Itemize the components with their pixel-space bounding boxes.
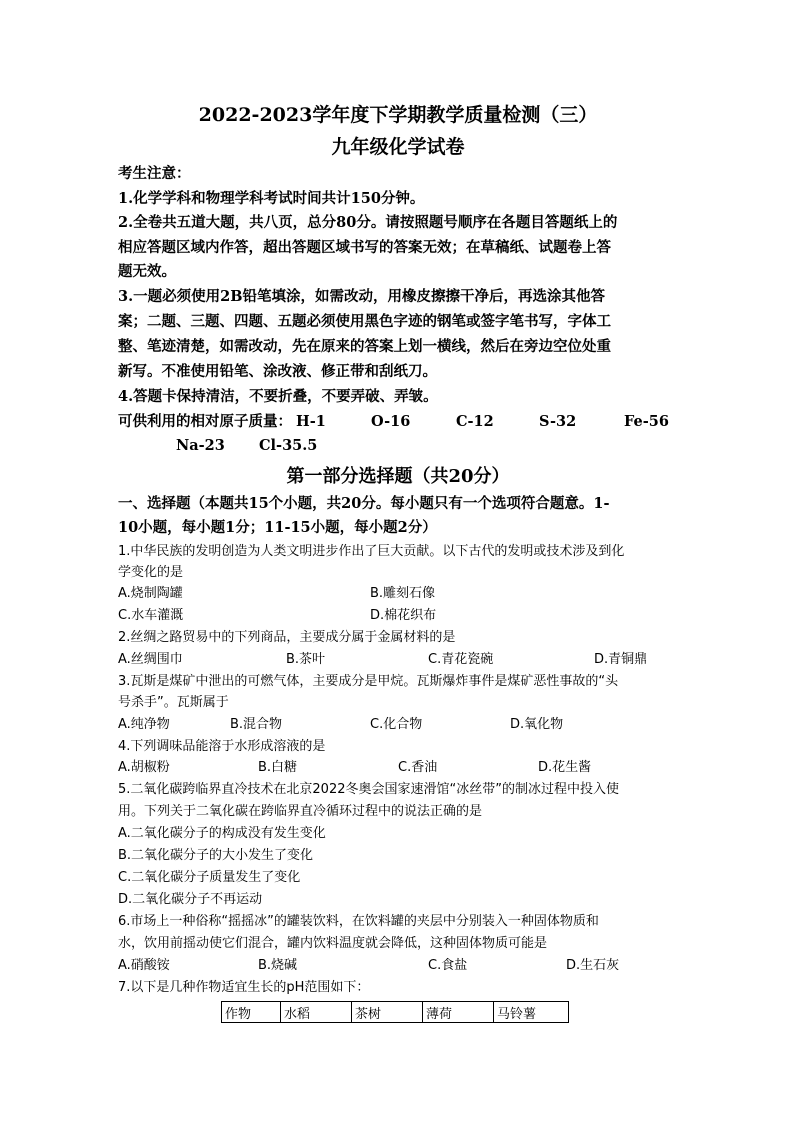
- notice-item-4: 4.答题卡保持清洁，不要折叠，不要弄破、弄皱。: [118, 388, 438, 405]
- q2-option-d: D.青铜鼎: [594, 652, 648, 667]
- ph-range-table: [221, 1001, 569, 1023]
- q5-option-d: D.二氧化碳分子不再运动: [118, 892, 263, 907]
- question-3: 3.瓦斯是煤矿中泄出的可燃气体，主要成分是甲烷。瓦斯爆炸事件是煤矿恶性事故的“头: [118, 674, 619, 689]
- atomic-mass-h: H-1: [296, 413, 326, 430]
- q2-option-b: B.茶叶: [286, 652, 326, 667]
- q1-option-a: A.烧制陶罐: [118, 586, 183, 601]
- question-1-line-2: 学变化的是: [118, 565, 184, 580]
- q4-option-b: B.白糖: [258, 760, 298, 775]
- q2-option-c: C.青花瓷碗: [428, 652, 494, 667]
- q5-option-b: B.二氧化碳分子的大小发生了变化: [118, 848, 314, 863]
- question-7: 7.以下是几种作物适宜生长的pH范围如下：: [118, 980, 370, 995]
- q1-option-c: C.水车灌溉: [118, 608, 184, 623]
- table-cell: 马铃薯: [494, 1002, 569, 1023]
- q4-option-d: D.花生酱: [538, 760, 592, 775]
- atomic-mass-label: 可供利用的相对原子质量：: [118, 413, 292, 430]
- question-2: 2.丝绸之路贸易中的下列商品，主要成分属于金属材料的是: [118, 630, 456, 645]
- atomic-mass-cl: Cl-35.5: [259, 437, 318, 454]
- q6-option-b: B.烧碱: [258, 958, 298, 973]
- table-cell: 水稻: [281, 1002, 352, 1023]
- q5-option-c: C.二氧化碳分子质量发生了变化: [118, 870, 301, 885]
- atomic-mass-s: S-32: [539, 413, 577, 430]
- notice-item-2-line-2: 相应答题区域内作答，超出答题区域书写的答案无效；在草稿纸、试题卷上答: [118, 239, 611, 256]
- atomic-mass-o: O-16: [371, 413, 411, 430]
- table-row: [222, 1002, 569, 1023]
- table-cell: 薄荷: [423, 1002, 494, 1023]
- section-1-intro-line-2: 10小题，每小题1分；11-15小题，每小题2分）: [118, 519, 437, 536]
- q1-option-b: B.雕刻石像: [370, 586, 436, 601]
- question-3-line-2: 号杀手”。瓦斯属于: [118, 695, 229, 710]
- notice-item-2-line-3: 题无效。: [118, 263, 176, 280]
- notice-item-3: 3.一题必须使用2B铅笔填涂，如需改动，用橡皮擦擦干净后，再选涂其他答: [118, 288, 605, 305]
- q5-option-a: A.二氧化碳分子的构成没有发生变化: [118, 826, 326, 841]
- q3-option-a: A.纯净物: [118, 717, 170, 732]
- q6-option-c: C.食盐: [428, 958, 468, 973]
- q4-option-c: C.香油: [398, 760, 438, 775]
- atomic-mass-fe: Fe-56: [624, 413, 669, 430]
- notice-heading: 考生注意：: [118, 165, 191, 182]
- notice-item-2: 2.全卷共五道大题，共八页，总分80分。请按照题号顺序在各题目答题纸上的: [118, 214, 618, 231]
- table-cell: 茶树: [352, 1002, 423, 1023]
- notice-item-3-line-2: 案；二题、三题、四题、五题必须使用黑色字迹的钢笔或签字笔书写，字体工: [118, 313, 611, 330]
- exam-title: 2022-2023学年度下学期教学质量检测（三）: [198, 104, 598, 126]
- section-1-title: 第一部分选择题（共20分）: [286, 466, 510, 487]
- question-1: 1.中华民族的发明创造为人类文明进步作出了巨大贡献。以下古代的发明或技术涉及到化: [118, 544, 625, 559]
- q3-option-c: C.化合物: [370, 717, 423, 732]
- q2-option-a: A.丝绸围巾: [118, 652, 183, 667]
- table-cell: 作物: [222, 1002, 281, 1023]
- question-6: 6.市场上一种俗称“摇摇冰”的罐装饮料，在饮料罐的夹层中分别装入一种固体物质和: [118, 914, 599, 929]
- section-1-intro: 一、选择题（本题共15个小题，共20分。每小题只有一个选项符合题意。1-: [118, 495, 610, 512]
- question-5-line-2: 用。下列关于二氧化碳在跨临界直冷循环过程中的说法正确的是: [118, 804, 483, 819]
- atomic-mass-na: Na-23: [176, 437, 225, 454]
- q6-option-a: A.硝酸铵: [118, 958, 170, 973]
- question-6-line-2: 水，饮用前摇动使它们混合，罐内饮料温度就会降低，这种固体物质可能是: [118, 936, 548, 951]
- q3-option-d: D.氧化物: [510, 717, 564, 732]
- notice-item-1: 1.化学学科和物理学科考试时间共计150分钟。: [118, 190, 425, 207]
- notice-item-3-line-3: 整、笔迹清楚，如需改动，先在原来的答案上划一横线，然后在旁边空位处重: [118, 338, 611, 355]
- atomic-mass-c: C-12: [456, 413, 494, 430]
- exam-subtitle: 九年级化学试卷: [331, 136, 465, 158]
- question-5: 5.二氧化碳跨临界直冷技术在北京2022冬奥会国家速滑馆“冰丝带”的制冰过程中投入使: [118, 782, 619, 797]
- q6-option-d: D.生石灰: [566, 958, 620, 973]
- q3-option-b: B.混合物: [230, 717, 283, 732]
- q1-option-d: D.棉花织布: [370, 608, 437, 623]
- q4-option-a: A.胡椒粉: [118, 760, 170, 775]
- notice-item-3-line-4: 新写。不准使用铅笔、涂改液、修正带和刮纸刀。: [118, 363, 437, 380]
- question-4: 4.下列调味品能溶于水形成溶液的是: [118, 739, 326, 754]
